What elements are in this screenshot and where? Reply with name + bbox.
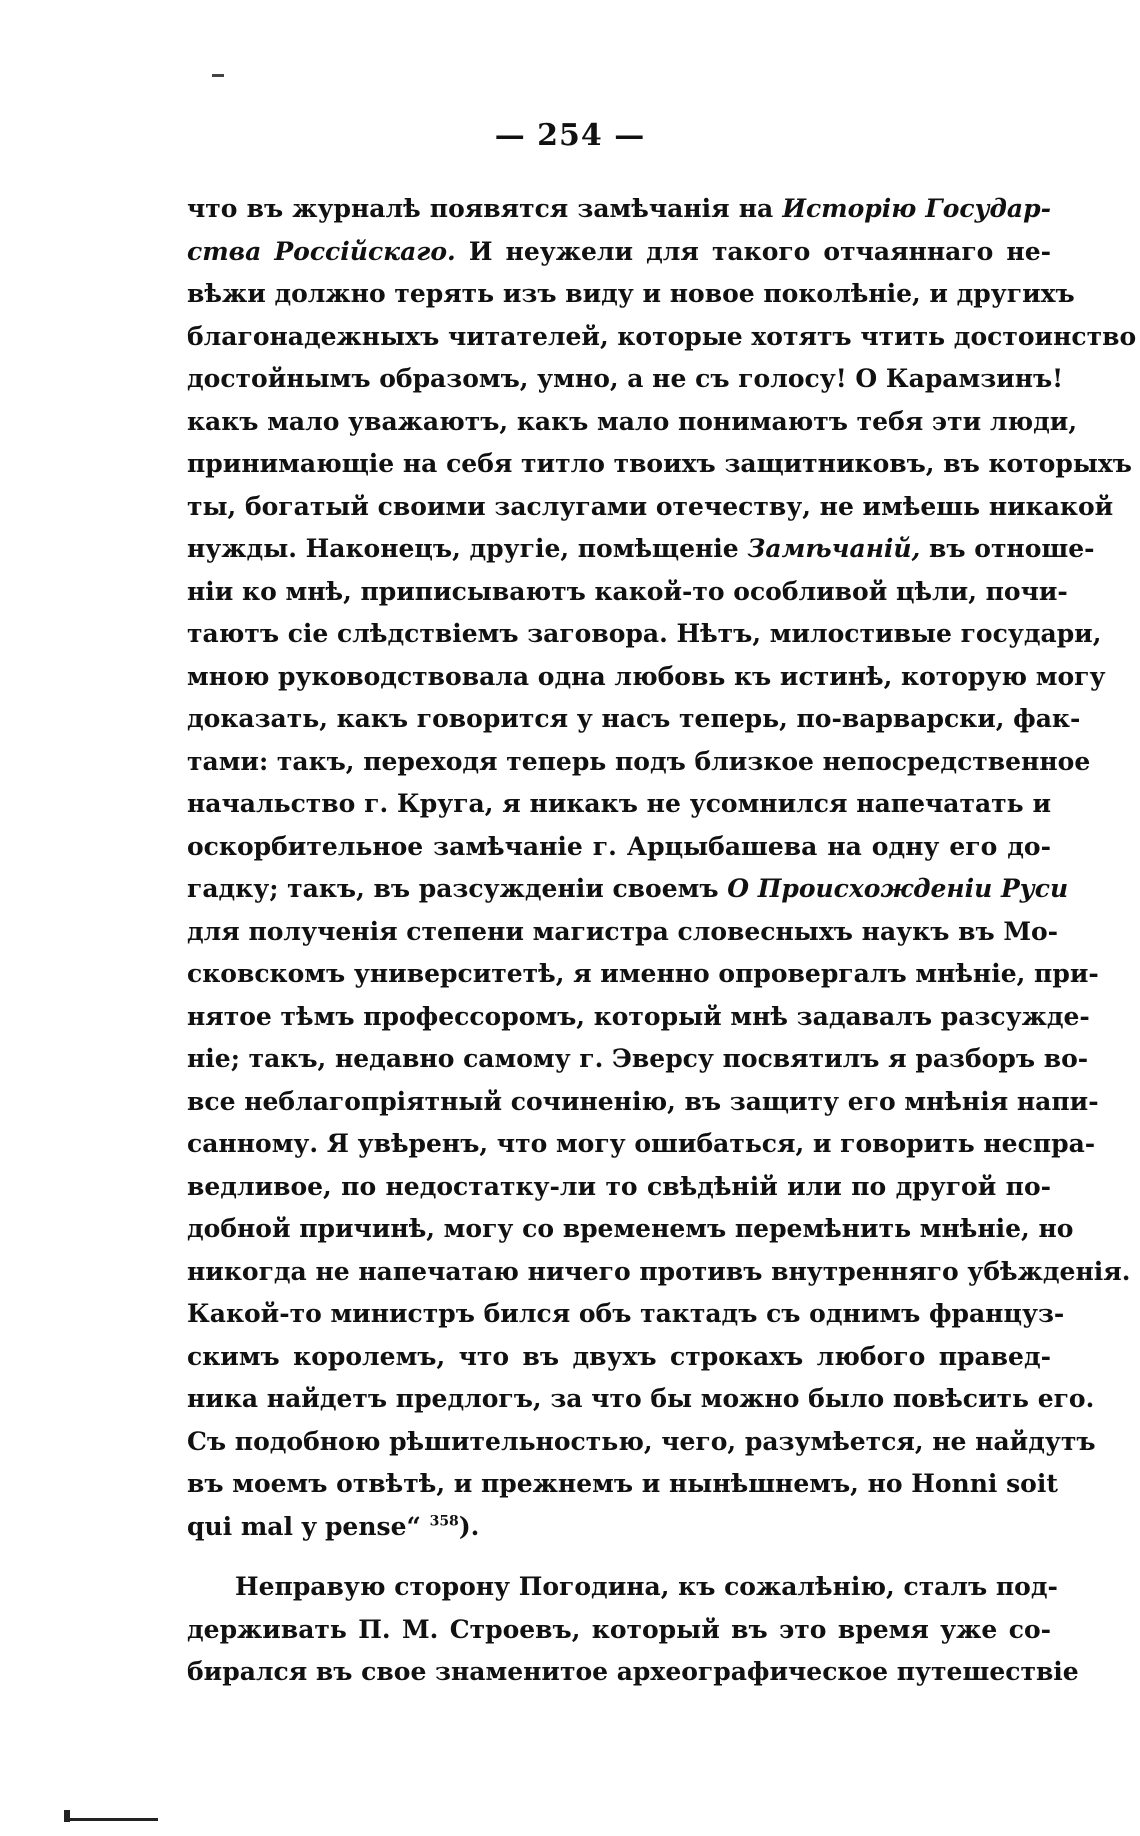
text-line: гадку; такъ, въ разсужденіи своемъ О Происхожденіи Руси (187, 874, 1069, 903)
scan-mark-top (212, 74, 224, 77)
text-line: нужды. Наконецъ, другіе, помѣщеніе Замѣчаній, въ отноше- (187, 534, 1095, 563)
italic-title: ства Россійскаго. (187, 236, 456, 266)
text-line: тами: такъ, переходя теперь подъ близкое непосредственное (187, 746, 1091, 776)
text-line: бирался въ свое знаменитое археографическое путешествіе (187, 1657, 1079, 1686)
text-line: qui mal y pense“ $^{358}$). (187, 1511, 480, 1541)
italic-title: Исторію Государ- (782, 194, 1051, 223)
text-line: Какой-то министръ бился объ тактадъ съ однимъ француз- (187, 1299, 1065, 1328)
page-number: — 254 — (494, 118, 646, 153)
italic-title: Замѣчаній, (747, 534, 921, 563)
text-line: какъ мало уважаютъ, какъ мало понимаютъ тебя эти люди, (187, 406, 1078, 436)
text-line: ніи ко мнѣ, приписываютъ какой-то особливой цѣли, почи- (187, 576, 1068, 606)
paragraph-gap (187, 1548, 1051, 1566)
text-line: нятое тѣмъ профессоромъ, который мнѣ задавалъ разсужде- (187, 1001, 1090, 1031)
text-line: все неблагопріятный сочиненію, въ защиту его мнѣнія напи- (187, 1086, 1099, 1116)
text-line: ства Россійскаго. И неужели для такого отчаяннаго не- (187, 236, 1052, 266)
text-line: санному. Я увѣренъ, что могу ошибаться, и говорить неспра- (187, 1129, 1096, 1158)
text-line: ніе; такъ, недавно самому г. Эверсу посвятилъ я разборъ во- (187, 1044, 1089, 1073)
text-line: скимъ королемъ, что въ двухъ строкахъ любого правед- (187, 1341, 1051, 1371)
text-line: Съ подобною рѣшительностью, чего, разумѣется, не найдутъ (187, 1426, 1096, 1456)
footnote-ref: 358 (429, 1513, 459, 1530)
text-line: Неправую сторону Погодина, къ сожалѣнію, сталъ под- (235, 1572, 1058, 1601)
text-line: таютъ сіе слѣдствіемъ заговора. Нѣтъ, милостивые государи, (187, 619, 1102, 648)
text-line: благонадежныхъ читателей, которые хотятъ чтить достоинство (187, 321, 1137, 351)
body-text (187, 188, 1137, 1694)
text-line: въ моемъ отвѣтѣ, и прежнемъ и нынѣшнемъ, но Honni soit (187, 1469, 1058, 1498)
italic-title: О Происхожденіи Руси (727, 874, 1069, 903)
text-line: что въ журналѣ появятся замѣчанія на Исторію Государ- (187, 194, 1051, 223)
text-line: никогда не напечатаю ничего противъ внутренняго убѣжденія. (187, 1256, 1131, 1286)
text-line: мною руководствовала одна любовь къ истинѣ, которую могу (187, 661, 1106, 691)
text-line: принимающіе на себя титло твоихъ защитниковъ, въ которыхъ (187, 449, 1132, 478)
text-line: начальство г. Круга, я никакъ не усомнился напечатать и (187, 789, 1051, 818)
text-line: для полученія степени магистра словесныхъ наукъ въ Мо- (187, 916, 1059, 946)
text-line: оскорбительное замѣчаніе г. Арцыбашева на одну его до- (187, 831, 1051, 861)
scan-mark-bottom (68, 1818, 158, 1821)
text-line: ты, богатый своими заслугами отечеству, не имѣешь никакой (187, 491, 1114, 521)
text-line: ведливое, по недостатку-ли то свѣдѣній или по другой по- (187, 1171, 1051, 1201)
text-line: доказать, какъ говорится у насъ теперь, по-варварски, фак- (187, 704, 1081, 733)
text-line: держивать П. М. Строевъ, который въ это время уже со- (187, 1614, 1051, 1644)
text-line: сковскомъ университетѣ, я именно опровергалъ мнѣніе, при- (187, 959, 1099, 988)
text-line: вѣжи должно терять изъ виду и новое поколѣніе, и другихъ (187, 279, 1075, 308)
text-line: добной причинѣ, могу со временемъ перемѣнить мнѣніе, но (187, 1214, 1074, 1243)
text-line: достойнымъ образомъ, умно, а не съ голосу! О Карамзинъ! (187, 364, 1064, 393)
text-line: ника найдетъ предлогъ, за что бы можно было повѣсить его. (187, 1384, 1095, 1413)
